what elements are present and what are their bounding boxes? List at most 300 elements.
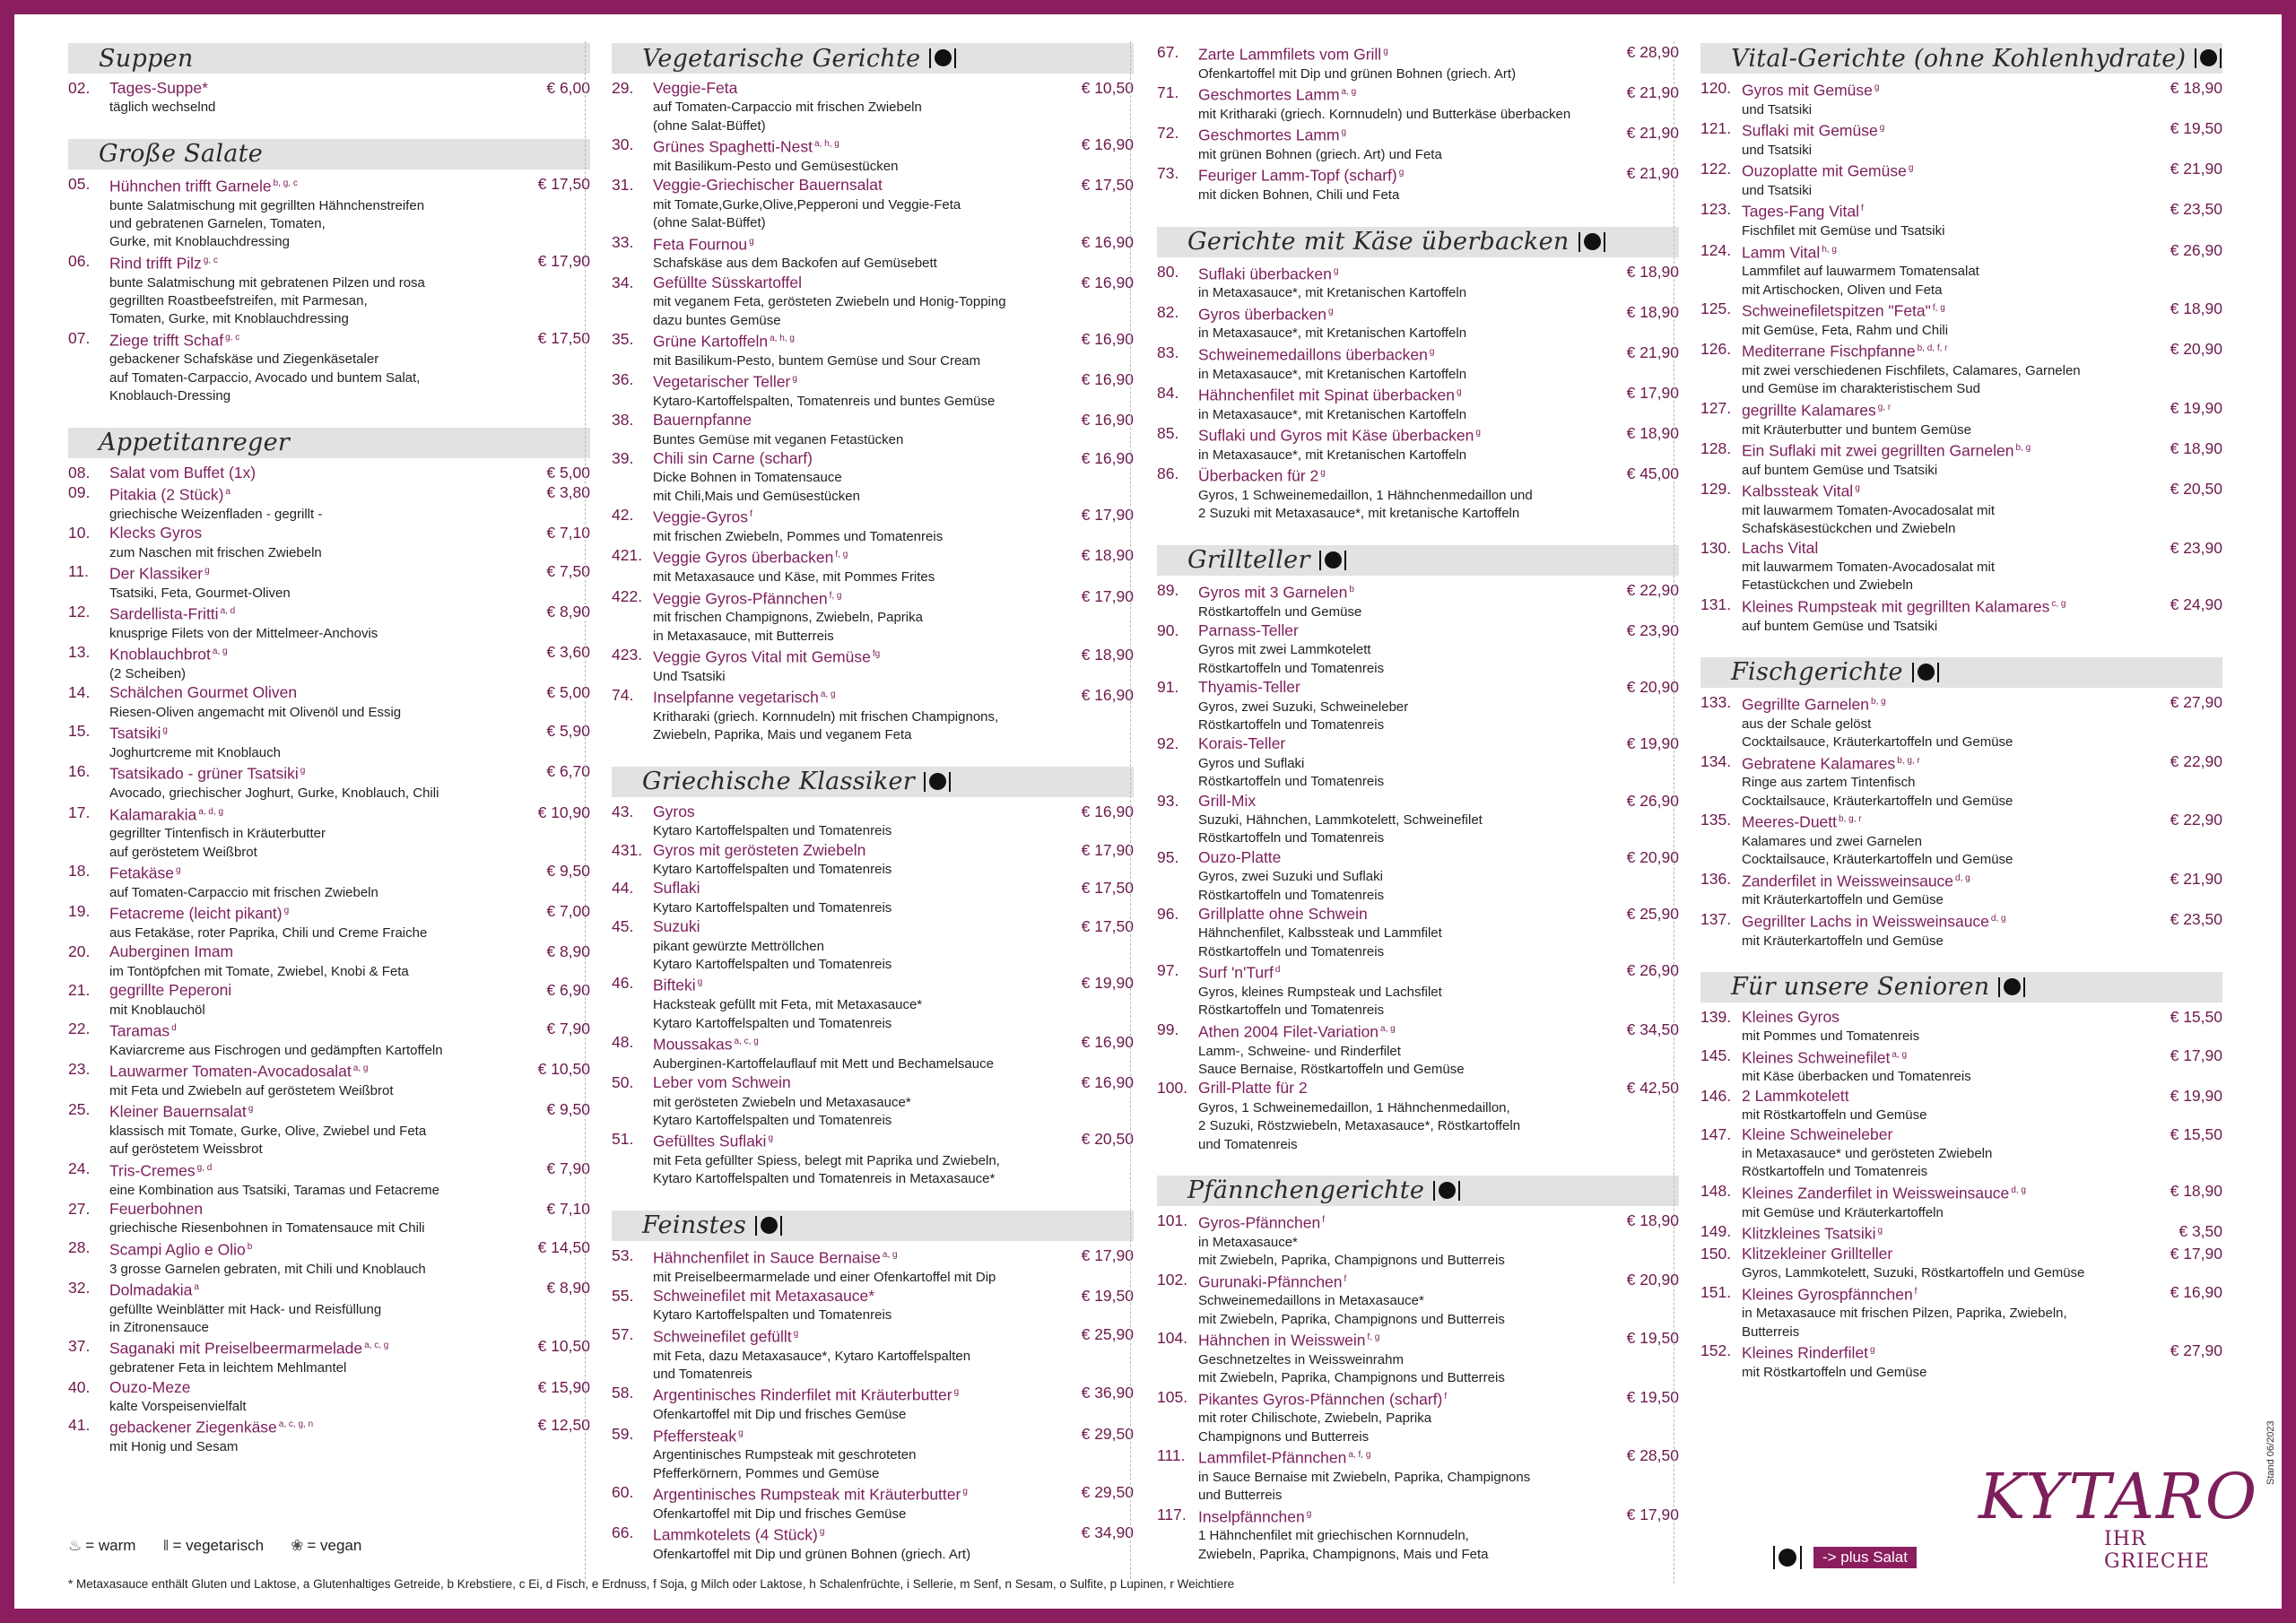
item-price: € 21,90 <box>1626 343 1679 361</box>
item-body <box>109 1159 517 1200</box>
menu-item <box>1157 905 1679 961</box>
menu-item <box>1700 595 2222 636</box>
item-name-line <box>1742 399 2149 421</box>
item-body <box>1198 1446 1605 1506</box>
item-name: Hühnchen trifft Garnele <box>109 177 272 195</box>
item-name: Ouzo-Meze <box>109 1377 191 1396</box>
allergen-codes: g <box>792 374 797 385</box>
item-number: 123. <box>1700 200 1732 219</box>
item-price: € 16,90 <box>1081 329 1134 348</box>
menu-item <box>1157 1211 1679 1271</box>
item-description: mit Basilikum-Pesto und Gemüsestücken <box>653 158 899 174</box>
item-name: Hähnchen in Weisswein <box>1198 1331 1366 1350</box>
item-description: Röstkartoffeln und Tomatenreis <box>1742 1164 1928 1180</box>
item-number: 129. <box>1700 480 1732 499</box>
section-title: Pfännchengerichte <box>1187 1176 1425 1205</box>
section-header <box>612 767 1134 797</box>
item-name: Gyros-Pfännchen <box>1198 1213 1321 1232</box>
item-name-line <box>1742 910 2149 933</box>
item-body <box>653 841 1060 880</box>
item-description: Gyros und Suflaki <box>1198 755 1305 771</box>
item-number: 21. <box>68 981 91 1000</box>
item-name-line <box>1198 1211 1605 1234</box>
item-name: Kalamarakia <box>109 804 197 823</box>
allergen-codes: a, g <box>882 1249 898 1260</box>
item-description: auf Tomaten-Carpaccio mit frischen Zwiebeln <box>109 884 378 900</box>
item-price: € 36,90 <box>1081 1384 1134 1402</box>
item-price: € 9,50 <box>546 862 590 881</box>
item-description: Kytaro Kartoffelspalten und Tomatenreis <box>653 1112 892 1128</box>
item-body <box>1742 439 2149 480</box>
item-body <box>1198 343 1605 384</box>
menu-item <box>1157 734 1679 791</box>
item-name: Ziege trifft Schaf <box>109 331 224 350</box>
allergen-codes: g <box>1855 483 1860 494</box>
item-price: € 17,90 <box>1626 383 1679 402</box>
item-body <box>653 974 1060 1033</box>
item-body <box>1198 1388 1605 1447</box>
item-number: 99. <box>1157 1020 1179 1038</box>
item-price: € 17,50 <box>1081 917 1134 936</box>
item-name: Überbacken für 2 <box>1198 466 1319 485</box>
item-number: 43. <box>612 802 634 820</box>
item-description: Lamm-, Schweine- und Rinderfilet <box>1198 1043 1401 1059</box>
allergen-codes: a <box>225 487 230 498</box>
item-name-line <box>1198 1329 1605 1351</box>
item-name: Suzuki <box>653 917 700 936</box>
item-price: € 7,50 <box>546 562 590 581</box>
item-name: Geschmortes Lamm <box>1198 85 1340 104</box>
menu-section <box>1157 43 1679 205</box>
menu-column-4 <box>1700 43 2222 1403</box>
item-number: 30. <box>612 135 634 154</box>
item-name-line <box>109 942 517 962</box>
item-number: 33. <box>612 232 634 251</box>
item-description: Joghurtcreme mit Knoblauch <box>109 745 281 760</box>
item-description: mit Röstkartoffeln und Gemüse <box>1742 1364 1927 1380</box>
plate-cutlery-icon <box>755 1216 782 1236</box>
item-name: Veggie-Feta <box>653 79 738 97</box>
allergen-codes: g <box>793 1328 799 1339</box>
menu-item <box>68 79 590 117</box>
item-price: € 20,50 <box>1081 1130 1134 1149</box>
item-description: Sauce Bernaise, Röstkartoffeln und Gemüse <box>1198 1061 1465 1077</box>
icon-legend <box>68 1537 361 1555</box>
menu-item <box>68 1020 590 1060</box>
menu-item <box>1700 399 2222 439</box>
menu-item <box>1700 811 2222 870</box>
section-header <box>612 43 1134 74</box>
item-description: in Metaxasauce*, mit Kretanischen Kartoffeln <box>1198 285 1467 301</box>
menu-item <box>1700 1182 2222 1222</box>
item-name: Schweinefilet mit Metaxasauce* <box>653 1287 875 1306</box>
menu-item <box>612 135 1134 176</box>
item-number: 40. <box>68 1377 91 1396</box>
item-number: 53. <box>612 1245 634 1264</box>
item-price: € 26,90 <box>1626 791 1679 810</box>
item-body <box>1198 1211 1605 1271</box>
item-number: 120. <box>1700 79 1732 97</box>
section-title: Feinstes <box>642 1211 747 1240</box>
item-name: Gebratene Kalamares <box>1742 753 1896 772</box>
item-body <box>1742 539 2149 595</box>
item-name: Gefüllte Süsskartoffel <box>653 273 803 291</box>
item-price: € 19,90 <box>1626 734 1679 753</box>
item-body <box>1198 621 1605 678</box>
item-description: mit Kritharaki (griech. Kornnudeln) und Butterkäse überbacken <box>1198 106 1571 122</box>
item-name-line <box>109 1200 517 1219</box>
menu-item <box>68 329 590 406</box>
item-price: € 18,90 <box>1626 424 1679 443</box>
item-description: Röstkartoffeln und Tomatenreis <box>1198 887 1385 903</box>
menu-item <box>68 1200 590 1238</box>
menu-item <box>1157 792 1679 848</box>
item-name: Gyros mit 3 Garnelen <box>1198 583 1348 602</box>
item-name: Grillplatte ohne Schwein <box>1198 905 1368 924</box>
menu-item <box>68 862 590 902</box>
item-price: € 6,00 <box>546 79 590 97</box>
allergen-codes: b, g, r <box>1839 814 1862 825</box>
menu-section <box>1700 43 2222 636</box>
menu-item <box>1157 263 1679 303</box>
item-name: Hähnchenfilet in Sauce Bernaise <box>653 1248 881 1267</box>
item-description: Kytaro Kartoffelspalten und Tomatenreis in Metaxasauce* <box>653 1171 996 1187</box>
allergen-codes: f, g <box>1367 1332 1380 1343</box>
item-number: 126. <box>1700 340 1732 359</box>
allergen-codes: g, c <box>225 332 240 343</box>
item-price: € 18,90 <box>1081 546 1134 565</box>
item-name-line <box>653 917 1060 937</box>
item-name-line <box>1742 1245 2149 1264</box>
item-price: € 34,90 <box>1081 1523 1134 1542</box>
item-name-line <box>109 464 517 483</box>
item-body <box>653 1384 1060 1424</box>
item-name: Suflaki überbacken <box>1198 264 1332 282</box>
menu-section <box>612 1211 1134 1564</box>
allergen-codes: f, g <box>835 550 848 560</box>
item-body <box>109 803 517 863</box>
item-price: € 3,80 <box>546 483 590 502</box>
item-body <box>109 1060 517 1100</box>
item-name-line <box>109 862 517 884</box>
item-name-line <box>653 803 1060 822</box>
item-name-line <box>1198 43 1605 65</box>
menu-page <box>14 14 2282 1609</box>
item-name-line <box>109 603 517 625</box>
menu-item <box>1157 124 1679 164</box>
item-body <box>653 686 1060 745</box>
menu-item <box>1700 752 2222 812</box>
item-name: Klitzekleiner Grillteller <box>1742 1244 1893 1263</box>
menu-item <box>612 1483 1134 1523</box>
plate-cutlery-icon <box>1578 232 1605 252</box>
allergen-codes: g <box>953 1387 960 1398</box>
menu-item <box>612 974 1134 1033</box>
item-name-line <box>1742 1125 2149 1145</box>
item-price: € 19,90 <box>2170 1086 2222 1105</box>
allergen-codes: b, g <box>1871 696 1886 707</box>
item-description: Auberginen-Kartoffelauflauf mit Mett und Bechamelsauce <box>653 1055 994 1072</box>
item-body <box>1742 1222 2149 1245</box>
item-price: € 21,90 <box>2170 160 2222 178</box>
item-description: 2 Suzuki mit Metaxasauce*, mit kretanische Kartoffeln <box>1198 506 1520 522</box>
item-name-line <box>109 1416 517 1438</box>
item-description: und Tomatenreis <box>653 1366 752 1382</box>
menu-section <box>1157 545 1679 1154</box>
item-name-line <box>109 1238 517 1261</box>
item-description: mit grünen Bohnen (griech. Art) und Feta <box>1198 147 1442 163</box>
item-body <box>1742 399 2149 439</box>
item-name: Chili sin Carne (scharf) <box>653 449 813 468</box>
item-number: 145. <box>1700 1046 1732 1064</box>
menu-item <box>68 1279 590 1338</box>
item-price: € 20,50 <box>2170 480 2222 499</box>
item-name: Scampi Aglio e Olio <box>109 1240 246 1259</box>
item-name: Kleiner Bauernsalat <box>109 1102 247 1121</box>
item-price: € 10,90 <box>537 803 590 821</box>
item-number: 423. <box>612 646 643 664</box>
item-number: 104. <box>1157 1329 1188 1348</box>
allergen-codes: g <box>1877 1226 1883 1237</box>
menu-item <box>68 683 590 722</box>
item-name-line <box>109 762 517 785</box>
menu-item <box>612 917 1134 974</box>
item-price: € 9,50 <box>546 1100 590 1119</box>
item-description: Ofenkartoffel mit Dip und frisches Gemüse <box>653 1506 907 1522</box>
menu-item <box>1700 1341 2222 1382</box>
item-name-line <box>1742 870 2149 892</box>
allergen-codes: g <box>300 766 306 777</box>
item-price: € 17,90 <box>2170 1046 2222 1064</box>
item-description: mit Kräuterbutter und buntem Gemüse <box>1742 421 1971 438</box>
item-description: Gurke, mit Knoblauchdressing <box>109 234 290 250</box>
item-price: € 21,90 <box>1626 124 1679 143</box>
item-number: 07. <box>68 328 91 347</box>
item-price: € 18,90 <box>1626 1211 1679 1229</box>
plate-cutlery-icon <box>929 48 956 68</box>
item-number: 10. <box>68 524 91 542</box>
item-description: in Metaxasauce, mit Butterreis <box>653 628 834 644</box>
item-name-line <box>653 1033 1060 1055</box>
item-description: mit dicken Bohnen, Chili und Feta <box>1198 187 1400 204</box>
item-description: mit Metaxasauce und Käse, mit Pommes Frites <box>653 569 935 586</box>
item-number: 58. <box>612 1384 634 1402</box>
allergen-codes: f <box>1344 1273 1347 1284</box>
item-name: Pfeffersteak <box>653 1426 737 1445</box>
item-description: Kytaro Kartoffelspalten und Tomatenreis <box>653 1307 892 1324</box>
item-description: mit Artischocken, Oliven und Feta <box>1742 282 1943 298</box>
item-number: 100. <box>1157 1079 1188 1098</box>
item-description: in Metaxasauce* <box>1198 1234 1298 1250</box>
item-price: € 18,90 <box>2170 1181 2222 1200</box>
menu-item <box>68 762 590 803</box>
menu-item <box>612 841 1134 880</box>
item-price: € 10,50 <box>537 1060 590 1079</box>
item-body <box>109 1337 517 1377</box>
menu-item <box>612 1130 1134 1189</box>
item-price: € 16,90 <box>1081 411 1134 430</box>
item-body <box>653 1523 1060 1564</box>
menu-section <box>612 767 1134 1189</box>
item-description: Suzuki, Hähnchen, Lammkotelett, Schweinefilet <box>1198 812 1483 829</box>
allergen-codes: d <box>171 1023 177 1033</box>
item-description: auf geröstetem Weissbrot <box>109 1141 263 1158</box>
item-body <box>653 176 1060 232</box>
item-description: dazu buntes Gemüse <box>653 312 781 328</box>
item-description: Fischfilet mit Gemüse und Tsatsiki <box>1742 223 1945 239</box>
section-header <box>1157 545 1679 576</box>
item-description: 3 grosse Garnelen gebraten, mit Chili und Knoblauch <box>109 1261 426 1277</box>
item-body <box>109 464 517 483</box>
item-name: Moussakas <box>653 1035 733 1054</box>
plate-cutlery-icon <box>1433 1181 1460 1201</box>
item-body <box>1198 303 1605 343</box>
menu-section <box>1700 972 2222 1382</box>
item-number: 101. <box>1157 1211 1188 1229</box>
allergen-codes: c, g <box>2051 598 2066 609</box>
allergen-codes: f <box>1861 204 1864 214</box>
item-name-line <box>1742 79 2149 101</box>
item-name-line <box>653 1384 1060 1406</box>
item-name-line <box>1742 241 2149 264</box>
item-description: Und Tsatsiki <box>653 668 726 684</box>
item-number: 83. <box>1157 343 1179 361</box>
menu-item <box>68 1378 590 1417</box>
item-name-line <box>109 1279 517 1301</box>
item-description: mit Kräuterkartoffeln und Gemüse <box>1742 933 1944 949</box>
item-name: Lachs Vital <box>1742 538 1819 557</box>
item-body <box>1198 905 1605 961</box>
item-description: in Metaxasauce mit frischen Pilzen, Paprika, Zwiebeln, <box>1742 1306 2067 1322</box>
item-description: Kritharaki (griech. Kornnudeln) mit frischen Champignons, <box>653 708 999 725</box>
item-number: 35. <box>612 329 634 348</box>
item-body <box>109 483 517 524</box>
item-name-line <box>109 683 517 703</box>
item-number: 51. <box>612 1130 634 1149</box>
item-description: Riesen-Oliven angemacht mit Olivenöl und Essig <box>109 704 402 720</box>
item-price: € 15,50 <box>2170 1124 2222 1143</box>
item-price: € 25,90 <box>1626 905 1679 924</box>
item-name-line <box>1742 200 2149 222</box>
item-name-line <box>109 803 517 826</box>
item-body <box>1198 263 1605 303</box>
item-number: 09. <box>68 483 91 502</box>
logo-tagline: IHR GRIECHE <box>2104 1528 2210 1573</box>
item-price: € 17,90 <box>1081 1245 1134 1264</box>
menu-item <box>1157 1271 1679 1330</box>
menu-item <box>1700 1008 2222 1046</box>
item-name: Tris-Cremes <box>109 1161 196 1180</box>
item-description: mit Chili,Mais und Gemüsestücken <box>653 488 860 504</box>
item-name-line <box>653 686 1060 708</box>
item-name-line <box>1198 792 1605 812</box>
item-description: griechische Riesenbohnen in Tomatensauce mit Chili <box>109 1220 425 1237</box>
menu-item <box>1700 200 2222 240</box>
item-price: € 17,90 <box>2170 1244 2222 1263</box>
item-name-line <box>109 1378 517 1398</box>
item-body <box>653 411 1060 449</box>
item-description: auf Tomaten-Carpaccio mit frischen Zwiebeln <box>653 100 922 116</box>
item-number: 80. <box>1157 262 1179 281</box>
item-body <box>109 643 517 683</box>
item-body <box>109 1020 517 1060</box>
allergen-codes: a, c, g, n <box>278 1419 314 1430</box>
allergen-codes: f <box>1322 1214 1325 1225</box>
item-price: € 20,90 <box>1626 1270 1679 1289</box>
item-description: 1 Hähnchenfilet mit griechischen Kornnudeln, <box>1198 1528 1469 1544</box>
menu-item <box>68 175 590 252</box>
allergen-codes: b, g <box>2015 442 2031 453</box>
allergen-codes: d, g <box>2011 1185 2026 1195</box>
menu-item <box>1700 1283 2222 1342</box>
item-body <box>1742 299 2149 340</box>
allergen-codes: a, d <box>220 606 236 617</box>
item-name: Lammfilet-Pfännchen <box>1198 1448 1347 1467</box>
menu-column-3 <box>1157 43 1679 1585</box>
item-description: in Sauce Bernaise mit Zwiebeln, Paprika, Champignons <box>1198 1469 1531 1485</box>
menu-item <box>68 1159 590 1200</box>
allergen-codes: a, g <box>352 1063 369 1074</box>
item-name-line <box>653 1246 1060 1269</box>
item-name-line <box>653 1523 1060 1546</box>
allergen-codes: g <box>1475 428 1481 438</box>
item-number: 71. <box>1157 83 1179 102</box>
item-name: Feuerbohnen <box>109 1199 204 1218</box>
item-number: 151. <box>1700 1282 1732 1301</box>
plate-cutlery-icon <box>1912 663 1939 682</box>
item-number: 74. <box>612 686 634 705</box>
item-name: Kleines Zanderfilet in Weissweinsauce <box>1742 1184 2010 1202</box>
menu-item <box>1700 1046 2222 1087</box>
section-header <box>1157 1176 1679 1206</box>
allergen-codes: a, c, g <box>364 1341 389 1351</box>
item-price: € 19,50 <box>1626 1329 1679 1348</box>
item-number: 117. <box>1157 1505 1187 1523</box>
item-name: Schweinefiletspitzen "Feta" <box>1742 301 1931 320</box>
allergen-codes: g <box>749 236 754 247</box>
item-price: € 18,90 <box>1626 262 1679 281</box>
menu-item <box>612 506 1134 546</box>
item-name: Suflaki <box>653 879 700 898</box>
item-number: 111. <box>1157 1446 1186 1465</box>
menu-item <box>1700 539 2222 595</box>
item-body <box>109 1416 517 1456</box>
menu-item <box>612 1523 1134 1564</box>
item-body <box>109 175 517 252</box>
allergen-codes: g <box>1908 163 1914 174</box>
menu-item <box>1700 340 2222 399</box>
item-number: 95. <box>1157 847 1179 866</box>
item-number: 37. <box>68 1337 91 1356</box>
item-price: € 6,90 <box>546 981 590 1000</box>
item-name: Kleines Gyros <box>1742 1007 1839 1026</box>
item-description: mit zwei verschiedenen Fischfilets, Calamares, Garnelen <box>1742 362 2081 378</box>
item-price: € 22,90 <box>1626 580 1679 599</box>
item-description: mit Gemüse, Feta, Rahm und Chili <box>1742 322 1949 338</box>
item-number: 15. <box>68 722 91 741</box>
item-name-line <box>109 1159 517 1182</box>
item-name: Veggie Gyros überbacken <box>653 548 834 567</box>
menu-item <box>612 273 1134 330</box>
item-number: 137. <box>1700 909 1732 928</box>
item-body <box>653 1130 1060 1189</box>
allergen-codes: b <box>247 1241 253 1252</box>
allergen-codes: g <box>1328 306 1334 317</box>
item-price: € 6,70 <box>546 762 590 781</box>
item-name-line <box>653 1325 1060 1348</box>
item-name: Tsatsiki <box>109 724 161 742</box>
item-name-line <box>109 722 517 744</box>
